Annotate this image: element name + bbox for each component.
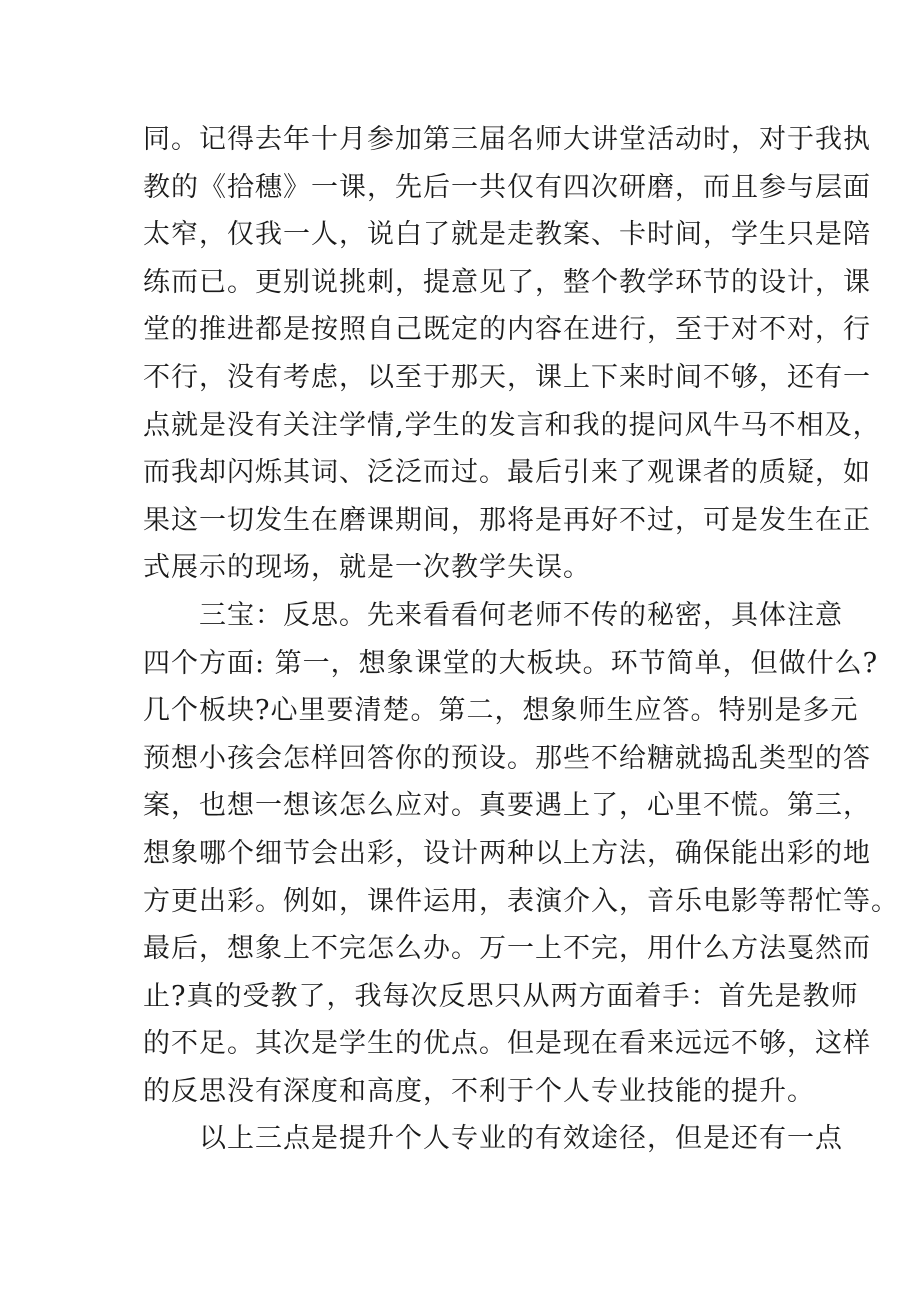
text-line: 练而已。更别说挑刺，提意见了，整个教学环节的设计，课	[143, 266, 871, 298]
text-line: 的不足。其次是学生的优点。但是现在看来远远不够，这样	[143, 1028, 871, 1060]
text-line: 几个板块?心里要清楚。第二，想象师生应答。特别是多元	[143, 695, 859, 727]
paragraph-start-line: 三宝：反思。先来看看何老师不传的秘密，具体注意	[199, 599, 843, 631]
text-line: 式展示的现场，就是一次教学失误。	[143, 552, 591, 584]
text-line: 预想小孩会怎样回答你的预设。那些不给糖就捣乱类型的答	[143, 742, 871, 774]
text-line: 的反思没有深度和高度，不利于个人专业技能的提升。	[143, 1075, 815, 1107]
text-line: 同。记得去年十月参加第三届名师大讲堂活动时，对于我执	[143, 124, 871, 155]
text-line: 四个方面: 第一，想象课堂的大板块。环节简单，但做什么?	[143, 647, 879, 679]
text-line: 最后，想象上不完怎么办。万一上不完，用什么方法戛然而	[143, 933, 871, 965]
text-line: 想象哪个细节会出彩，设计两种以上方法，确保能出彩的地	[143, 837, 871, 869]
text-line: 而我却闪烁其词、泛泛而过。最后引来了观课者的质疑，如	[143, 457, 871, 489]
text-line: 果这一切发生在磨课期间，那将是再好不过，可是发生在正	[143, 504, 871, 536]
text-line: 止?真的受教了，我每次反思只从两方面着手：首先是教师	[143, 980, 859, 1012]
text-line: 太窄，仅我一人，说白了就是走教案、卡时间，学生只是陪	[143, 219, 871, 251]
body-text	[143, 116, 899, 1163]
text-line: 点就是没有关注学情,学生的发言和我的提问风牛马不相及，	[143, 409, 881, 441]
text-line: 方更出彩。例如，课件运用，表演介入，音乐电影等帮忙等。	[143, 885, 899, 917]
text-line: 教的《拾穗》一课，先后一共仅有四次研磨，而且参与层面	[143, 171, 871, 203]
text-line: 堂的推进都是按照自己既定的内容在进行，至于对不对，行	[143, 314, 871, 346]
text-line: 不行，没有考虑，以至于那天，课上下来时间不够，还有一	[143, 361, 871, 393]
text-line: 案，也想一想该怎么应对。真要遇上了，心里不慌。第三，	[143, 790, 871, 822]
paragraph-start-line: 以上三点是提升个人专业的有效途径，但是还有一点	[199, 1123, 843, 1155]
